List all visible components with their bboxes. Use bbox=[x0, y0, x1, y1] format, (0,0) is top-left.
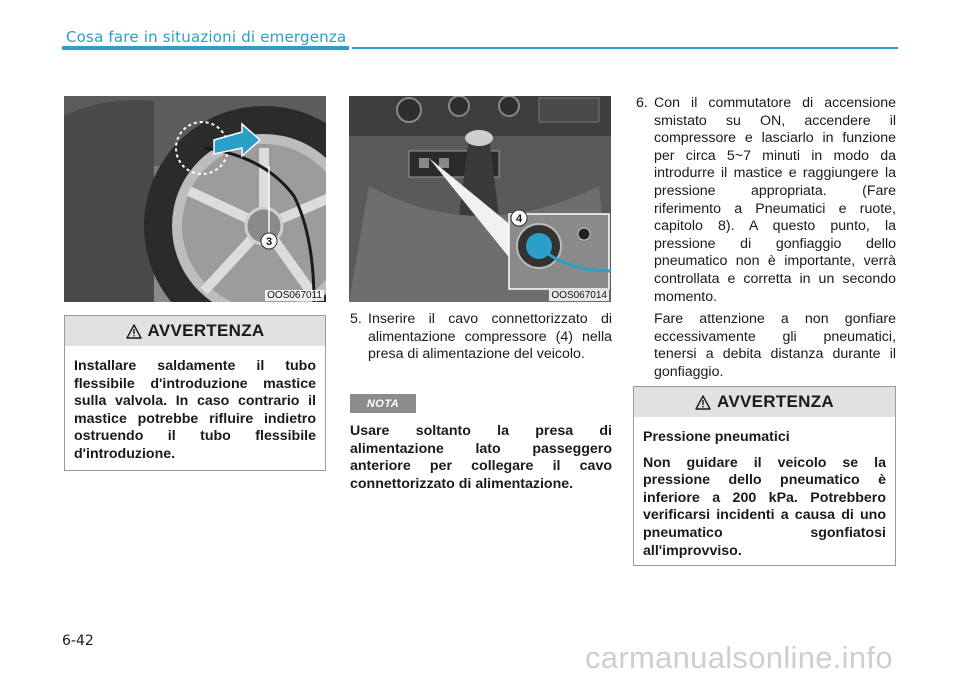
warning-triangle-icon bbox=[126, 324, 142, 339]
step-text: Inserire il cavo connettorizzato di alimentazione compressore (4) nella presa di alimentazione del veicolo. bbox=[368, 311, 612, 363]
step-number: 5. bbox=[350, 311, 362, 327]
header-rule-thick bbox=[62, 46, 349, 50]
warning-subtitle: Pressione pneumatici bbox=[643, 429, 790, 445]
section-title: Cosa fare in situazioni di emergenza bbox=[66, 28, 347, 46]
nota-label: NOTA bbox=[350, 394, 416, 413]
warning-text: Installare saldamente il tubo flessibile d'introduzione mastice sulla valvola. In caso contrario il mastice potrebbe rifluire indietro ostruendo il tubo flessibile d'introduzione. bbox=[74, 358, 316, 462]
tire-valve-illustration bbox=[64, 96, 326, 302]
nota-body bbox=[350, 423, 612, 493]
watermark: carmanualsonline.info bbox=[585, 640, 893, 675]
page-number: 6-42 bbox=[62, 633, 94, 649]
warning-triangle-icon bbox=[695, 395, 711, 410]
photo-caption: OOS067011 bbox=[267, 290, 322, 301]
warning-title: AVVERTENZA bbox=[147, 321, 265, 340]
warning-header bbox=[65, 316, 325, 346]
power-outlet-illustration bbox=[349, 96, 611, 302]
warning-title: AVVERTENZA bbox=[717, 392, 834, 411]
callout-4: 4 bbox=[515, 213, 523, 225]
warning-text: Non guidare il veicolo se la pressione dello pneumatico è inferiore a 200 kPa. Potrebbero verificarsi incidenti a causa di uno pneumatico sgonfiatosi all'improvviso. bbox=[643, 454, 886, 559]
warning-header bbox=[634, 387, 895, 417]
warning-box-left bbox=[64, 315, 326, 471]
tire-valve-photo bbox=[64, 96, 326, 302]
header-rule-thin bbox=[352, 47, 898, 49]
nota-text: Usare soltanto la presa di alimentazione lato passeggero anteriore per collegare il cavo connettorizzato di alimentazione. bbox=[350, 423, 612, 492]
warning-box-right bbox=[633, 386, 896, 566]
step-text-2: Fare attenzione a non gonfiare eccessivamente gli pneumatici, tenersi a debita distanza durante il gonfiaggio. bbox=[654, 311, 896, 380]
power-outlet-photo bbox=[349, 96, 611, 302]
step-number: 6. bbox=[636, 95, 648, 111]
step-text: Con il commutatore di accensione smistato su ON, accendere il compressore e lasciarlo in funzione per circa 5~7 minuti in modo da introdurre il mastice e raggiungere la pressione appropriata. (Fare riferimento a Pneumatici e ruote, capitolo 8). A questo punto, la pressione di gonfiaggio dello pneumatico non è importante, verrà controllata e corretta in un secondo momento. bbox=[654, 95, 896, 305]
photo-caption: OOS067014 bbox=[551, 290, 607, 301]
step-5 bbox=[350, 311, 612, 364]
step-6 bbox=[636, 95, 896, 382]
callout-3: 3 bbox=[265, 236, 273, 248]
